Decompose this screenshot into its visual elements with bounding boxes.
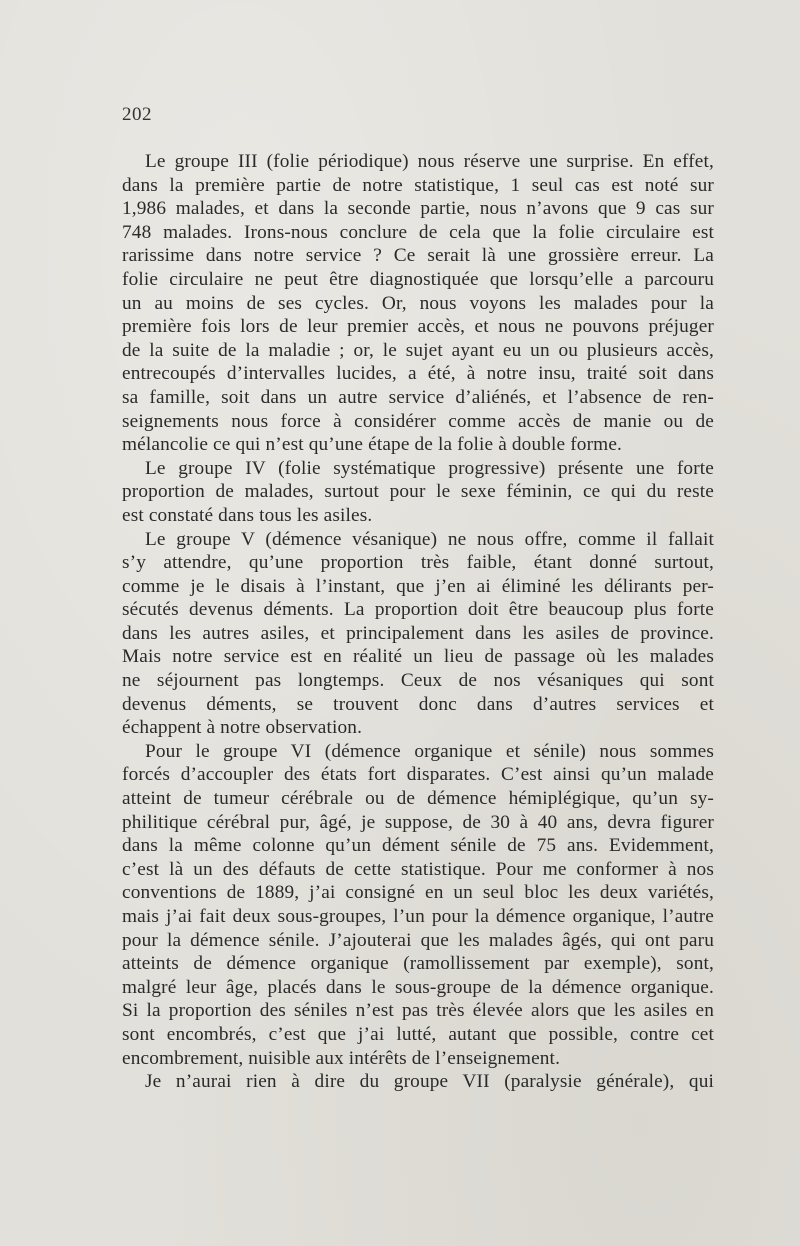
text-line: est constaté dans tous les asiles.	[122, 504, 373, 526]
text-line: Pour le groupe VI (démence organique et sénile) nous sommes	[145, 740, 714, 762]
text-line: dans la première partie de notre statistique, 1 seul cas est noté sur	[122, 174, 714, 196]
text-line: Mais notre service est en réalité un lieu de passage où les malades	[122, 646, 714, 668]
text-line: atteint de tumeur cérébrale ou de démence hémiplégique, qu’un sy-	[122, 788, 714, 810]
text-line: c’est là un des défauts de cette statistique. Pour me conformer à nos	[122, 858, 714, 880]
text-line: sont encombrés, c’est que j’ai lutté, autant que possible, contre cet	[122, 1023, 714, 1045]
text-line: folie circulaire ne peut être diagnostiquée que lorsqu’elle a parcouru	[122, 268, 714, 290]
text-line: atteints de démence organique (ramollissement par exemple), sont,	[122, 953, 714, 975]
text-line: sa famille, soit dans un autre service d’aliénés, et l’absence de ren-	[122, 386, 714, 408]
text-line: comme je le disais à l’instant, que j’en ai éliminé les délirants per-	[122, 575, 714, 597]
text-line: mélancolie ce qui n’est qu’une étape de la folie à double forme.	[122, 434, 622, 456]
text-line: entrecoupés d’intervalles lucides, a été, à notre insu, traité soit dans	[122, 363, 714, 385]
text-line: philitique cérébral pur, âgé, je suppose, de 30 à 40 ans, devra figurer	[122, 811, 714, 833]
text-line: Le groupe IV (folie systématique progressive) présente une forte	[145, 457, 714, 479]
text-line: rarissime dans notre service ? Ce serait là une grossière erreur. La	[122, 245, 714, 267]
text-line: première fois lors de leur premier accès, et nous ne pouvons préjuger	[122, 316, 714, 338]
text-line: encombrement, nuisible aux intérêts de l’enseignement.	[122, 1047, 561, 1069]
paragraph	[122, 457, 714, 528]
text-line: dans les autres asiles, et principalement dans les asiles de province.	[122, 622, 714, 644]
text-line: sécutés devenus déments. La proportion doit être beaucoup plus forte	[122, 599, 714, 621]
text-line: échappent à notre observation.	[122, 717, 363, 739]
text-line: s’y attendre, qu’une proportion très faible, étant donné surtout,	[122, 552, 714, 574]
paragraph	[122, 150, 714, 457]
paragraph	[122, 740, 714, 1070]
text-line: Le groupe V (démence vésanique) ne nous offre, comme il fallait	[145, 528, 714, 550]
text-line: conventions de 1889, j’ai consigné en un seul bloc les deux variétés,	[122, 882, 714, 904]
text-line: mais j’ai fait deux sous-groupes, l’un pour la démence organique, l’autre	[122, 906, 714, 927]
text-line: devenus déments, se trouvent donc dans d’autres services et	[122, 693, 714, 715]
page-number: 202	[122, 104, 152, 125]
text-line: forcés d’accoupler des états fort disparates. C’est ainsi qu’un malade	[122, 764, 714, 786]
text-line: un au moins de ses cycles. Or, nous voyons les malades pour la	[122, 292, 714, 314]
text-line: pour la démence sénile. J’ajouterai que les malades âgés, qui ont paru	[122, 929, 714, 951]
text-line: ne séjournent pas longtemps. Ceux de nos vésaniques qui sont	[122, 670, 714, 692]
text-line: 1,986 malades, et dans la seconde partie, nous n’avons que 9 cas sur	[122, 198, 714, 220]
paragraph	[122, 528, 714, 740]
text-line: de la suite de la maladie ; or, le sujet ayant eu un ou plusieurs accès,	[122, 339, 714, 361]
text-line: 748 malades. Irons-nous conclure de cela que la folie circulaire est	[122, 221, 714, 243]
text-line: malgré leur âge, placés dans le sous-groupe de la démence organique.	[122, 976, 714, 998]
text-line: Si la proportion des séniles n’est pas très élevée alors que les asiles en	[122, 1000, 714, 1022]
paragraph	[122, 1070, 714, 1094]
text-line: proportion de malades, surtout pour le sexe féminin, ce qui du reste	[122, 481, 714, 503]
text-line: seignements nous force à considérer comme accès de manie ou de	[122, 410, 714, 432]
text-line: Je n’aurai rien à dire du groupe VII (paralysie générale), qui	[145, 1071, 714, 1093]
text-line: dans la même colonne qu’un dément sénile de 75 ans. Evidemment,	[122, 835, 714, 857]
body-text	[122, 150, 714, 1094]
text-line: Le groupe III (folie périodique) nous réserve une surprise. En effet,	[145, 151, 714, 172]
